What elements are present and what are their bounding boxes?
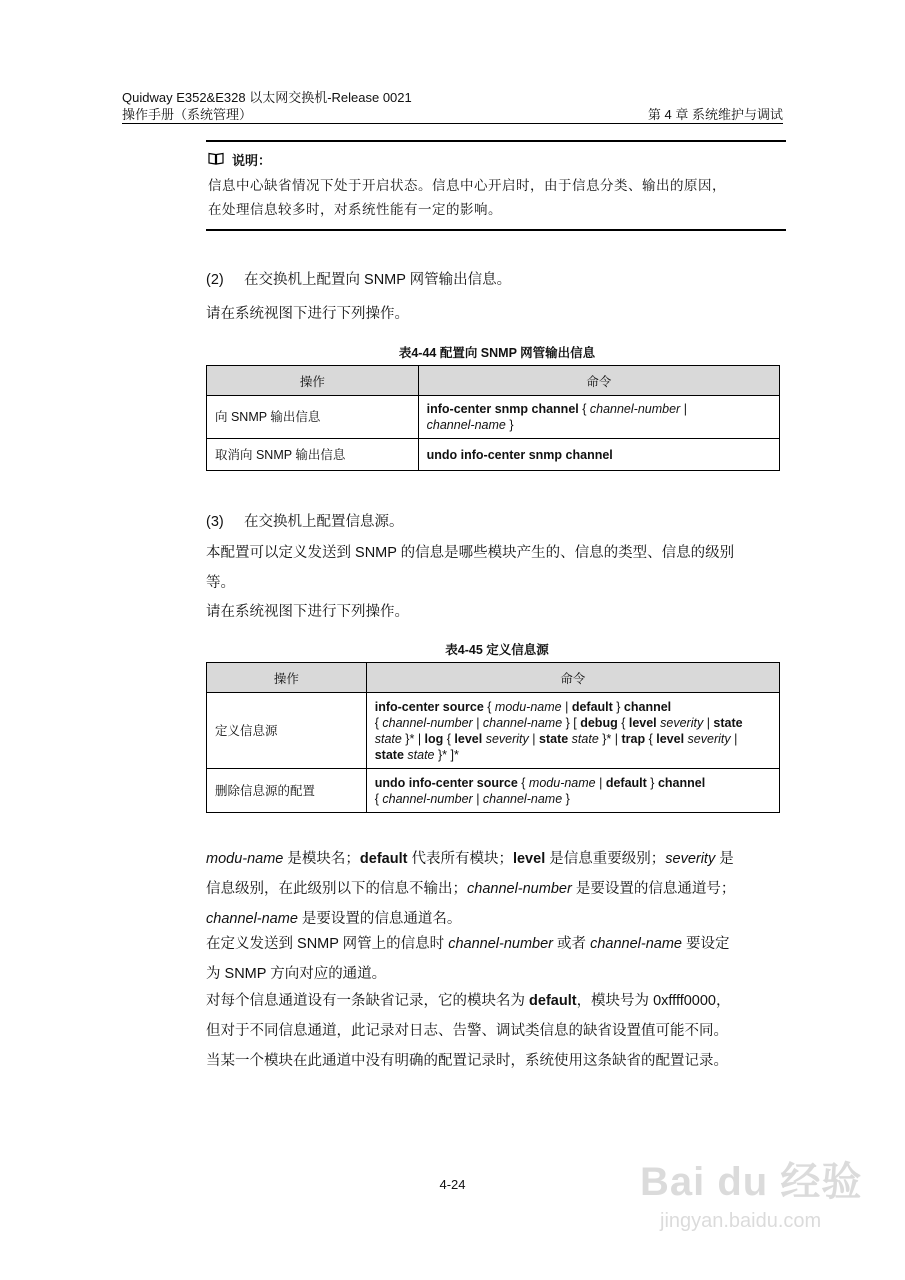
text: 是要设置的信息通道号； xyxy=(571,881,736,897)
header-divider xyxy=(122,123,783,124)
text: 对每个信息通道设有一条缺省记录，它的模块名为 xyxy=(206,993,530,1009)
step3-desc-line1: 本配置可以定义发送到 SNMP 的信息是哪些模块产生的、信息的类型、信息的级别 xyxy=(206,545,735,561)
term: default xyxy=(359,851,408,867)
para3-line-1 xyxy=(206,986,788,1016)
cmd-arg: channel-name xyxy=(426,418,506,432)
table44-r2-cmd xyxy=(418,439,779,471)
term: channel-number xyxy=(467,881,572,897)
table44-col-cmd: 命令 xyxy=(418,366,779,396)
watermark-url: jingyan.baidu.com xyxy=(660,1210,822,1232)
cmd-brace: } xyxy=(505,418,514,432)
term: severity xyxy=(665,851,716,867)
default-record-paragraph xyxy=(206,986,788,1076)
param-explanation xyxy=(206,844,788,934)
cmd-arg: severity xyxy=(485,731,529,746)
term: default xyxy=(529,993,577,1009)
step2-instruction: 请在系统视图下进行下列操作。 xyxy=(206,306,409,322)
note-line-2: 在处理信息较多时，对系统性能有一定的影响。 xyxy=(208,202,502,218)
table44-r2-op: 取消向 SNMP 输出信息 xyxy=(207,439,419,471)
cmd-brace: { xyxy=(578,402,590,416)
cmd-keyword: state xyxy=(374,747,404,762)
table-row xyxy=(207,396,780,439)
table44-r1-op: 向 SNMP 输出信息 xyxy=(207,396,419,439)
text: 是要设置的信息通道名。 xyxy=(297,911,462,927)
cmd-arg: channel-name xyxy=(482,791,563,806)
step2-number: (2) xyxy=(206,272,224,288)
explain-line-2 xyxy=(206,874,788,904)
term: modu-name xyxy=(206,851,284,867)
table45-r1-op: 定义信息源 xyxy=(207,693,367,769)
cmd-keyword: default xyxy=(571,699,613,714)
table45-col-op: 操作 xyxy=(207,663,367,693)
table44-caption: 表4-44 配置向 SNMP 网管输出信息 xyxy=(398,346,596,360)
cmd-keyword: default xyxy=(605,775,647,790)
note-title-text: 说明： xyxy=(232,153,272,168)
cmd-arg: modu-name xyxy=(528,775,596,790)
term: channel-name xyxy=(206,911,298,927)
table-row xyxy=(207,769,780,813)
table44-r1-cmd xyxy=(418,396,779,439)
table-row xyxy=(207,439,780,471)
step2-text: 在交换机上配置向 SNMP 网管输出信息。 xyxy=(244,272,512,288)
text: 信息级别，在此级别以下的信息不输出； xyxy=(206,881,467,897)
cmd-keyword: state xyxy=(713,715,743,730)
table45-caption: 表4-45 定义信息源 xyxy=(445,643,549,657)
table44-col-op: 操作 xyxy=(207,366,419,396)
cmd-keyword: log xyxy=(424,731,444,746)
cmd-arg: channel-number xyxy=(382,791,473,806)
cmd-arg: modu-name xyxy=(494,699,562,714)
table45-header-row xyxy=(207,663,780,693)
cmd-arg: severity xyxy=(687,731,731,746)
book-icon xyxy=(208,152,224,168)
text: 要设定 xyxy=(681,936,730,952)
cmd-keyword: trap xyxy=(621,731,646,746)
note-line-1: 信息中心缺省情况下处于开启状态。信息中心开启时，由于信息分类、输出的原因， xyxy=(208,178,726,194)
table-row xyxy=(207,693,780,769)
text: 代表所有模块； xyxy=(407,851,513,867)
cmd-arg: state xyxy=(374,731,402,746)
explain-line-1 xyxy=(206,844,788,874)
cmd-arg: channel-name xyxy=(482,715,563,730)
cmd-sep: | xyxy=(680,402,687,416)
table44-header-row xyxy=(207,366,780,396)
cmd-keyword: info-center source xyxy=(374,699,484,714)
text: 是信息重要级别； xyxy=(545,851,666,867)
table45 xyxy=(206,662,780,813)
cmd-keyword: info-center snmp channel xyxy=(426,402,579,416)
cmd-keyword: level xyxy=(454,731,483,746)
text: 是模块名； xyxy=(283,851,360,867)
table44 xyxy=(206,365,780,471)
para3-line-3: 当某一个模块在此通道中没有明确的配置记录时，系统使用这条缺省的配置记录。 xyxy=(206,1053,728,1069)
text: 是 xyxy=(715,851,734,867)
cmd-keyword: undo info-center snmp channel xyxy=(426,447,613,462)
page-number: 4-24 xyxy=(439,1177,466,1192)
step3-text: 在交换机上配置信息源。 xyxy=(244,514,404,530)
cmd-arg: channel-number xyxy=(382,715,473,730)
cmd-arg: state xyxy=(571,731,599,746)
baidu-watermark xyxy=(640,1140,880,1270)
table45-r2-op: 删除信息源的配置 xyxy=(207,769,367,813)
cmd-arg: state xyxy=(407,747,435,762)
cmd-keyword: debug xyxy=(580,715,618,730)
table45-col-cmd: 命令 xyxy=(366,663,779,693)
term: level xyxy=(512,851,546,867)
note-top-rule xyxy=(206,140,786,142)
text: 在定义发送到 SNMP 网管上的信息时 xyxy=(206,936,449,952)
step3-desc xyxy=(206,538,788,598)
cmd-keyword: level xyxy=(656,731,685,746)
table45-r2-cmd: undo info-center source { modu-name | default } channel { channel-number | channel-name } xyxy=(366,769,779,813)
term: channel-number xyxy=(448,936,554,952)
note-box xyxy=(206,140,786,231)
table45-r1-cmd: info-center source { modu-name | default } channel { channel-number | channel-name } [ debug { level severity | state state }* | log { level severity | state state }* | trap { level severity | state state }* ]* xyxy=(366,693,779,769)
cmd-keyword: undo info-center source xyxy=(374,775,518,790)
note-body xyxy=(208,174,786,222)
text: ，模块号为 0xffff0000， xyxy=(576,993,731,1009)
cmd-arg: channel-number xyxy=(589,402,681,416)
text: 或者 xyxy=(553,936,591,952)
note-title xyxy=(208,150,271,169)
header-product: Quidway E352&E328 以太网交换机-Release 0021 xyxy=(122,90,412,105)
channel-paragraph xyxy=(206,929,788,989)
para2-line-2: 为 SNMP 方向对应的通道。 xyxy=(206,966,387,982)
step3-number: (3) xyxy=(206,514,224,530)
cmd-keyword: channel xyxy=(657,775,706,790)
cmd-keyword: state xyxy=(539,731,569,746)
watermark-logo: Bai du 经验 xyxy=(640,1160,863,1204)
cmd-keyword: level xyxy=(628,715,657,730)
step3-instruction: 请在系统视图下进行下列操作。 xyxy=(206,604,409,620)
term: channel-name xyxy=(590,936,682,952)
header-chapter: 第 4 章 系统维护与调试 xyxy=(647,107,783,122)
para3-line-2: 但对于不同信息通道，此记录对日志、告警、调试类信息的缺省设置值可能不同。 xyxy=(206,1023,728,1039)
step3-desc-line2: 等。 xyxy=(206,575,235,591)
cmd-arg: severity xyxy=(660,715,704,730)
header-manual: 操作手册（系统管理） xyxy=(122,107,253,122)
header-left xyxy=(122,89,412,123)
step2-heading xyxy=(206,265,788,295)
para2-line-1 xyxy=(206,929,788,959)
cmd-keyword: channel xyxy=(623,699,672,714)
step3-heading xyxy=(206,507,788,537)
